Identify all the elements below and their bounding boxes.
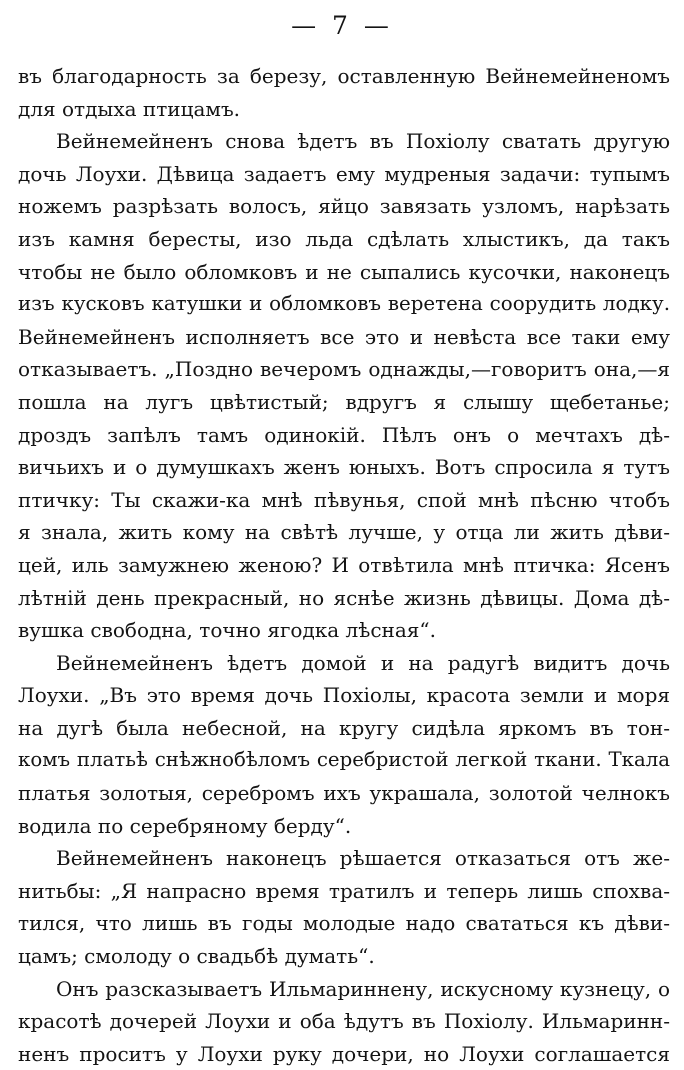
text-line: цамъ; смолоду о свадьбѣ думать“. <box>18 944 375 969</box>
text-line: изъ камня бересты, изо льда сдѣлать хлыстикъ, да такъ <box>18 226 670 251</box>
text-line: лѣтній день прекрасный, но яснѣе жизнь дѣвицы. Дома дѣ- <box>18 585 670 610</box>
text-line: изъ кусковъ катушки и обломковъ веретена соорудить лодку. <box>18 292 670 316</box>
body-text <box>18 60 670 1070</box>
text-line: на дугѣ была небесной, на кругу сидѣла яркомъ въ тон- <box>18 715 670 740</box>
text-line: красотѣ дочерей Лоухи и оба ѣдутъ въ Похіолу. Ильмаринн- <box>18 1009 670 1034</box>
text-line: дочь Лоухи. Дѣвица задаетъ ему мудреныя задачи: тупымъ <box>18 161 670 186</box>
page-number: — 7 — <box>291 11 393 40</box>
text-line: птичку: Ты скажи-ка мнѣ пѣвунья, спой мнѣ пѣсню чтобъ <box>18 487 670 512</box>
text-line: водила по серебряному берду“. <box>18 813 352 838</box>
text-line: комъ платьѣ снѣжнобѣломъ серебристой легкой ткани. Ткала <box>18 748 670 772</box>
text-line: Вейнемейненъ наконецъ рѣшается отказаться отъ же- <box>56 846 670 871</box>
text-line: Лоухи. „Въ это время дочь Похіолы, красота земли и моря <box>18 683 670 708</box>
text-line: ненъ проситъ у Лоухи руку дочери, но Лоухи соглашается <box>18 1041 670 1066</box>
text-line: въ благодарность за березу, оставленную Вейнемейненомъ <box>18 64 670 88</box>
text-line: вушка свободна, точно ягодка лѣсная“. <box>18 618 436 643</box>
text-line: тился, что лишь въ годы молодые надо свататься къ дѣви- <box>18 911 670 936</box>
text-line: цей, иль замужнею женою? И отвѣтила мнѣ птичка: Ясенъ <box>18 552 670 577</box>
text-line: платья золотыя, серебромъ ихъ украшала, золотой челнокъ <box>18 781 670 806</box>
text-line: отказываетъ. „Поздно вечеромъ однажды,—говоритъ она,—я <box>18 357 670 382</box>
text-line: вичьихъ и о думушкахъ женъ юныхъ. Вотъ спросила я тутъ <box>18 455 670 480</box>
text-line: Вейнемейненъ снова ѣдетъ въ Похіолу сватать другую <box>56 129 670 154</box>
text-line: чтобы не было обломковъ и не сыпались кусочки, наконецъ <box>18 259 670 284</box>
text-line: дроздъ запѣлъ тамъ одинокій. Пѣлъ онъ о мечтахъ дѣ- <box>18 422 670 447</box>
text-line: Вейнемейненъ исполняетъ все это и невѣста все таки ему <box>18 324 670 349</box>
text-line: Онъ разсказываетъ Ильмариннену, искусному кузнецу, о <box>56 976 670 1001</box>
text-line: пошла на лугъ цвѣтистый; вдругъ я слышу щебетанье; <box>18 389 670 414</box>
text-line: ножемъ разрѣзать волосъ, яйцо завязать узломъ, нарѣзать <box>18 194 670 219</box>
text-line: я знала, жить кому на свѣтѣ лучше, у отца ли жить дѣви- <box>18 520 670 545</box>
text-line: для отдыха птицамъ. <box>18 96 241 121</box>
text-line: Вейнемейненъ ѣдетъ домой и на радугѣ видитъ дочь <box>56 650 670 675</box>
text-line: нитьбы: „Я напрасно время тратилъ и теперь лишь спохва- <box>18 878 670 903</box>
